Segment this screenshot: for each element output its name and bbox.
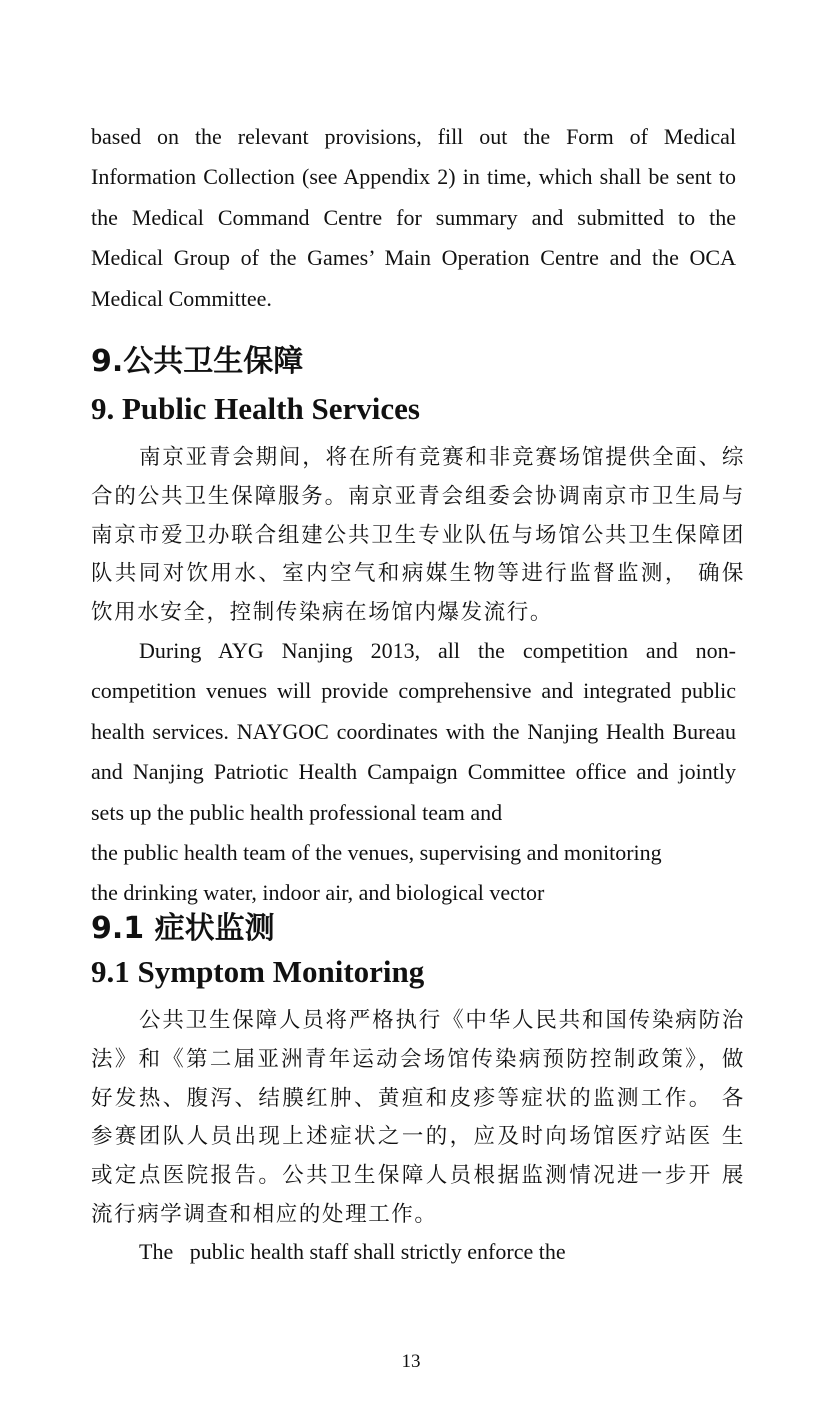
section-9-heading-en-block xyxy=(91,389,736,429)
section-9-heading-zh: 9.公共卫生保障 xyxy=(91,344,304,379)
section-9-paragraph-en-line: the public health team of the venues, supervising and monitoring xyxy=(91,840,662,866)
section-9-paragraph-zh-block xyxy=(91,439,745,633)
section-9-1-paragraph-zh: 公共卫生保障人员将严格执行《中华人民共和国传染病防治法》和《第二届亚洲青年运动会场馆传染病预防控制政策》，做好发热、腹泻、结膜红肿、黄疸和皮疹等症状的监测工作。 各参赛团队人员出现上述症状之一的，应及时向场馆医疗站医 生或定点医院报告。公共卫生保障人员根据监测情况进一步开 展流行病学调查和相应的处理工作。 xyxy=(91,1008,745,1227)
section-9-heading-zh-block xyxy=(91,342,736,382)
section-9-1-heading-zh: 9.1 症状监测 xyxy=(91,911,275,946)
intro-paragraph: based on the relevant provisions, fill out the Form of Medical Information Collection (see Appendix 2) in time, which shall be sent to the Medical Command Centre for summary and submitted to the Medical Group of the Games’ Main Operation Centre and the OCA Medical Committee. xyxy=(91,124,736,311)
intro-paragraph-block xyxy=(91,117,736,319)
section-9-1-heading-en: 9.1 Symptom Monitoring xyxy=(91,954,425,989)
section-9-paragraph-en: During AYG Nanjing 2013, all the competition and non-competition venues will provide comprehensive and integrated public health services. NAYGOC coordinates with the Nanjing Health Bureau and Nanjing Patriotic Health Campaign Committee office and jointly sets up the public health professional team and xyxy=(91,638,736,825)
section-9-paragraph-en-line: the drinking water, indoor air, and biological vector xyxy=(91,880,545,906)
section-9-1-paragraph-en-block xyxy=(91,1232,736,1272)
section-9-heading-en: 9. Public Health Services xyxy=(91,391,420,426)
section-9-paragraph-en-block xyxy=(91,631,736,914)
section-9-1-paragraph-en: The public health staff shall strictly enforce the xyxy=(139,1239,566,1264)
section-9-paragraph-zh: 南京亚青会期间，将在所有竞赛和非竞赛场馆提供全面、综合的公共卫生保障服务。南京亚青会组委会协调南京市卫生局与南京市爱卫办联合组建公共卫生专业队伍与场馆公共卫生保障团队共同对饮用水、室内空气和病媒生物等进行监督监测， 确保饮用水安全，控制传染病在场馆内爆发流行。 xyxy=(91,445,745,626)
section-9-1-paragraph-zh-block xyxy=(91,1002,745,1235)
section-9-1-heading-zh-block xyxy=(91,909,736,949)
page-number: 13 xyxy=(401,1351,421,1372)
section-9-1-heading-en-block xyxy=(91,952,736,992)
